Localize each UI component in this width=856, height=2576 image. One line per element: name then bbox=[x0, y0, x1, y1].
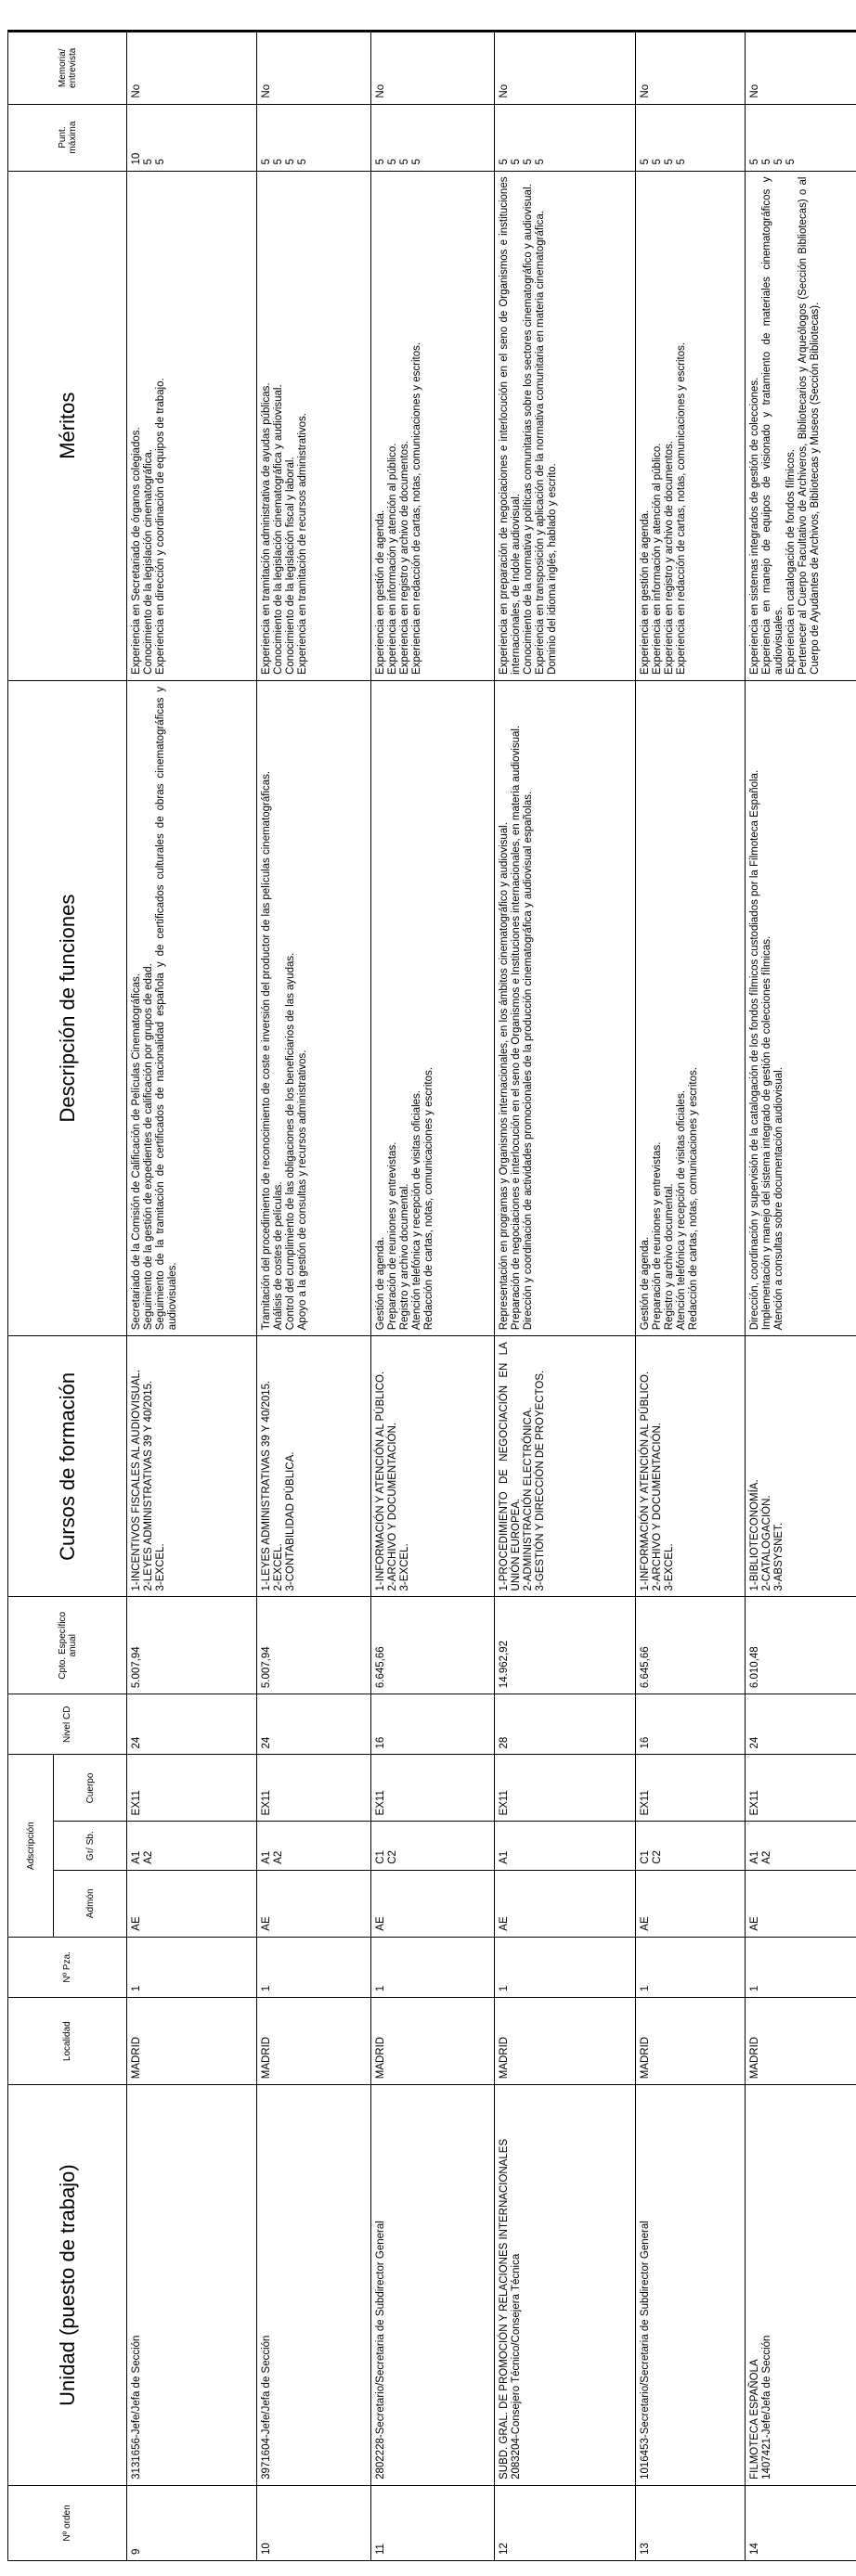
row-unidad: SUBD. GRAL. DE PROMOCIÓN Y RELACIONES INTERNACIONALES 2083204-Consejero Técnico/Consejera Técnica bbox=[495, 2085, 636, 2486]
row-nivel: 16 bbox=[636, 1694, 746, 1755]
row-unidad: 2802228-Secretario/Secretaria de Subdirector General bbox=[371, 2085, 495, 2486]
row-pza: 1 bbox=[636, 1937, 746, 1997]
row-cursos: 1-INFORMACIÓN Y ATENCIÓN AL PÚBLICO. 2-ARCHIVO Y DOCUMENTACIÓN. 3-EXCEL. bbox=[636, 1336, 746, 1597]
row-localidad: MADRID bbox=[371, 1998, 495, 2085]
table-row bbox=[371, 32, 495, 2561]
row-orden: 11 bbox=[371, 2485, 495, 2560]
row-nivel: 24 bbox=[257, 1694, 371, 1755]
row-pza: 1 bbox=[371, 1937, 495, 1997]
row-gr-sb: A1 bbox=[495, 1822, 636, 1870]
row-cuerpo: EX11 bbox=[127, 1755, 257, 1822]
row-gr-sb: A1 A2 bbox=[257, 1822, 371, 1870]
row-nivel: 28 bbox=[495, 1694, 636, 1755]
table-row bbox=[495, 32, 636, 2561]
table-row bbox=[636, 32, 746, 2561]
job-positions-table bbox=[7, 30, 856, 2561]
row-pza: 1 bbox=[746, 1937, 856, 1997]
row-puntos: 5 5 5 5 bbox=[746, 104, 856, 171]
row-localidad: MADRID bbox=[495, 1998, 636, 2085]
row-meritos: Experiencia en gestión de agenda. Experiencia en información y atención al público. Experiencia en registro y archivo de documentos. Experiencia en redacción de cartas, notas, comunicaciones y escritos. bbox=[636, 171, 746, 680]
header-punt-maxima: Punt. máxima bbox=[8, 104, 127, 171]
row-admon: AE bbox=[746, 1870, 856, 1937]
header-adscripcion: Adscripción bbox=[8, 1755, 54, 1937]
row-nivel: 24 bbox=[746, 1694, 856, 1755]
row-orden: 9 bbox=[127, 2485, 257, 2560]
row-orden: 10 bbox=[257, 2485, 371, 2560]
row-cursos: 1-LEYES ADMINISTRATIVAS 39 Y 40/2015. 2-EXCEL. 3-CONTABILIDAD PÚBLICA. bbox=[257, 1336, 371, 1597]
row-gr-sb: A1 A2 bbox=[127, 1822, 257, 1870]
header-num-orden: Nº orden bbox=[8, 2485, 127, 2560]
row-descripcion: Dirección, coordinación y supervisión de la catalogación de los fondos fílmicos custodiados por la Filmoteca Española. Implementación y manejo del sistema integrado de gestión de colecciones fílmicas. Atención a consultas sobre documentación audiovisual. bbox=[746, 680, 856, 1335]
table-row bbox=[127, 32, 257, 2561]
row-puntos: 10 5 5 bbox=[127, 104, 257, 171]
row-cpto: 6.645,66 bbox=[636, 1597, 746, 1694]
row-puntos: 5 5 5 5 bbox=[257, 104, 371, 171]
row-meritos: Experiencia en sistemas integrados de gestión de colecciones. Experiencia en manejo de equipos de visionado y tratamiento de materiales cinematográficos y audiovisuales. Experiencia en catalogación de fondos fílmicos. Pertenecer al Cuerpo Facultativo de Archiveros, Bibliotecarios y Arqueólogos (Sección Bibliotecas) o al Cuerpo de Ayudantes de Archivos, Bibliotecas y Museos (Sección Bibliotecas). bbox=[746, 171, 856, 680]
row-orden: 12 bbox=[495, 2485, 636, 2560]
header-descripcion: Descripción de funciones bbox=[8, 680, 127, 1335]
row-pza: 1 bbox=[127, 1937, 257, 1997]
row-memoria: No bbox=[127, 32, 257, 105]
header-gr-sb: Gr/ Sb. bbox=[54, 1822, 127, 1870]
header-admon: Admón bbox=[54, 1870, 127, 1937]
row-meritos: Experiencia en tramitación administrativa de ayudas públicas. Conocimiento de la legislación cinematográfica y audiovisual. Conocimiento de la legislación fiscal y laboral. Experiencia en tramitación de recursos administrativos. bbox=[257, 171, 371, 680]
row-puntos: 5 5 5 5 bbox=[636, 104, 746, 171]
row-puntos: 5 5 5 5 bbox=[495, 104, 636, 171]
row-unidad: 3131656-Jefe/Jefa de Sección bbox=[127, 2085, 257, 2486]
row-memoria: No bbox=[746, 32, 856, 105]
row-cuerpo: EX11 bbox=[636, 1755, 746, 1822]
row-orden: 13 bbox=[636, 2485, 746, 2560]
row-memoria: No bbox=[636, 32, 746, 105]
row-localidad: MADRID bbox=[746, 1998, 856, 2085]
row-cpto: 6.010,48 bbox=[746, 1597, 856, 1694]
row-cpto: 6.645,66 bbox=[371, 1597, 495, 1694]
row-descripcion: Secretariado de la Comisión de Calificación de Películas Cinematográficas. Seguimiento de la gestión de expedientes de calificación por grupos de edad. Seguimiento de la tramitación de certificados de nacionalidad española y de certificados culturales de obras cinematográficas y audiovisuales. bbox=[127, 680, 257, 1335]
row-unidad: 1016453-Secretario/Secretaria de Subdirector General bbox=[636, 2085, 746, 2486]
row-admon: AE bbox=[495, 1870, 636, 1937]
row-cuerpo: EX11 bbox=[257, 1755, 371, 1822]
row-meritos: Experiencia en preparación de negociaciones e interlocución en el seno de Organismos e instituciones internacionales, de índole audiovisual. Conocimiento de la normativa y políticas comunitarias sobre los sectores cinematográfico y audiovisual. Experiencia en transposición y aplicación de la normativa comunitaria en materia cinematográfica. Dominio del idioma inglés, hablado y escrito. bbox=[495, 171, 636, 680]
row-nivel: 16 bbox=[371, 1694, 495, 1755]
row-admon: AE bbox=[636, 1870, 746, 1937]
row-orden: 14 bbox=[746, 2485, 856, 2560]
row-meritos: Experiencia en gestión de agenda. Experiencia en información y atención al público. Experiencia en registro y archivo de documentos. Experiencia en redacción de cartas, notas, comunicaciones y escritos. bbox=[371, 171, 495, 680]
row-gr-sb: C1 C2 bbox=[636, 1822, 746, 1870]
row-admon: AE bbox=[257, 1870, 371, 1937]
row-descripcion: Gestión de agenda. Preparación de reuniones y entrevistas. Registro y archivo documental. Atención telefónica y recepción de visitas oficiales. Redacción de cartas, notas, comunicaciones y escritos. bbox=[636, 680, 746, 1335]
table-row bbox=[746, 32, 856, 2561]
header-memoria: Memoria/ entrevista bbox=[8, 32, 127, 105]
table-row bbox=[257, 32, 371, 2561]
row-cursos: 1-INCENTIVOS FISCALES AL AUDIOVISUAL. 2-LEYES ADMINISTRATIVAS 39 Y 40/2015. 3-EXCEL. bbox=[127, 1336, 257, 1597]
row-puntos: 5 5 5 5 bbox=[371, 104, 495, 171]
header-cpto-especifico: Cpto. Específico anual bbox=[8, 1597, 127, 1694]
row-cuerpo: EX11 bbox=[495, 1755, 636, 1822]
row-unidad: FILMOTECA ESPAÑOLA 1407421-Jefe/Jefa de Sección bbox=[746, 2085, 856, 2486]
row-cursos: 1-INFORMACIÓN Y ATENCIÓN AL PÚBLICO. 2-ARCHIVO Y DOCUMENTACIÓN. 3-EXCEL. bbox=[371, 1336, 495, 1597]
header-localidad: Localidad bbox=[8, 1998, 127, 2085]
row-pza: 1 bbox=[257, 1937, 371, 1997]
row-localidad: MADRID bbox=[636, 1998, 746, 2085]
row-memoria: No bbox=[257, 32, 371, 105]
header-nivel-cd: Nivel CD bbox=[8, 1694, 127, 1755]
row-pza: 1 bbox=[495, 1937, 636, 1997]
row-gr-sb: C1 C2 bbox=[371, 1822, 495, 1870]
row-gr-sb: A1 A2 bbox=[746, 1822, 856, 1870]
header-meritos: Méritos bbox=[8, 171, 127, 680]
row-nivel: 24 bbox=[127, 1694, 257, 1755]
row-memoria: No bbox=[371, 32, 495, 105]
header-cuerpo: Cuerpo bbox=[54, 1755, 127, 1822]
row-unidad: 3971604-Jefe/Jefa de Sección bbox=[257, 2085, 371, 2486]
row-cuerpo: EX11 bbox=[746, 1755, 856, 1822]
row-localidad: MADRID bbox=[127, 1998, 257, 2085]
header-unidad: Unidad (puesto de trabajo) bbox=[8, 2085, 127, 2486]
row-cpto: 5.007,94 bbox=[257, 1597, 371, 1694]
row-cpto: 5.007,94 bbox=[127, 1597, 257, 1694]
row-memoria: No bbox=[495, 32, 636, 105]
row-cursos: 1-BIBLIOTECONOMÍA. 2-CATALOGACIÓN. 3-ABSYSNET. bbox=[746, 1336, 856, 1597]
row-localidad: MADRID bbox=[257, 1998, 371, 2085]
row-descripcion: Representación en programas y Organismos internacionales, en los ámbitos cinematográfico y audiovisual. Preparación de negociaciones e interlocución en el seno de Organismos e Instituciones internacionales, en materia audiovisual. Dirección y coordinación de actividades promocionales de la producción cinematográfica y audiovisual españolas. bbox=[495, 680, 636, 1335]
header-num-pza: Nº Pza. bbox=[8, 1937, 127, 1997]
row-descripcion: Gestión de agenda. Preparación de reuniones y entrevistas. Registro y archivo documental. Atención telefónica y recepción de visitas oficiales. Redacción de cartas, notas, comunicaciones y escritos. bbox=[371, 680, 495, 1335]
row-cuerpo: EX11 bbox=[371, 1755, 495, 1822]
row-descripcion: Tramitación del procedimiento de reconocimiento de coste e inversión del productor de las películas cinematográficas. Análisis de costes de películas. Control del cumplimiento de las obligaciones de los beneficiarios de las ayudas. Apoyo a la gestión de consultas y recursos administrativos. bbox=[257, 680, 371, 1335]
row-meritos: Experiencia en Secretariado de órganos colegiados. Conocimiento de la legislación cinematográfica. Experiencia en dirección y coordinación de equipos de trabajo. bbox=[127, 171, 257, 680]
row-cursos: 1-PROCEDIMIENTO DE NEGOCIACIÓN EN LA UNIÓN EUROPEA. 2-ADMINISTRACIÓN ELECTRÓNICA. 3-GESTIÓN Y DIRECCIÓN DE PROYECTOS. bbox=[495, 1336, 636, 1597]
header-cursos: Cursos de formación bbox=[8, 1336, 127, 1597]
row-admon: AE bbox=[127, 1870, 257, 1937]
table-body bbox=[127, 32, 856, 2561]
row-cpto: 14.962,92 bbox=[495, 1597, 636, 1694]
row-admon: AE bbox=[371, 1870, 495, 1937]
